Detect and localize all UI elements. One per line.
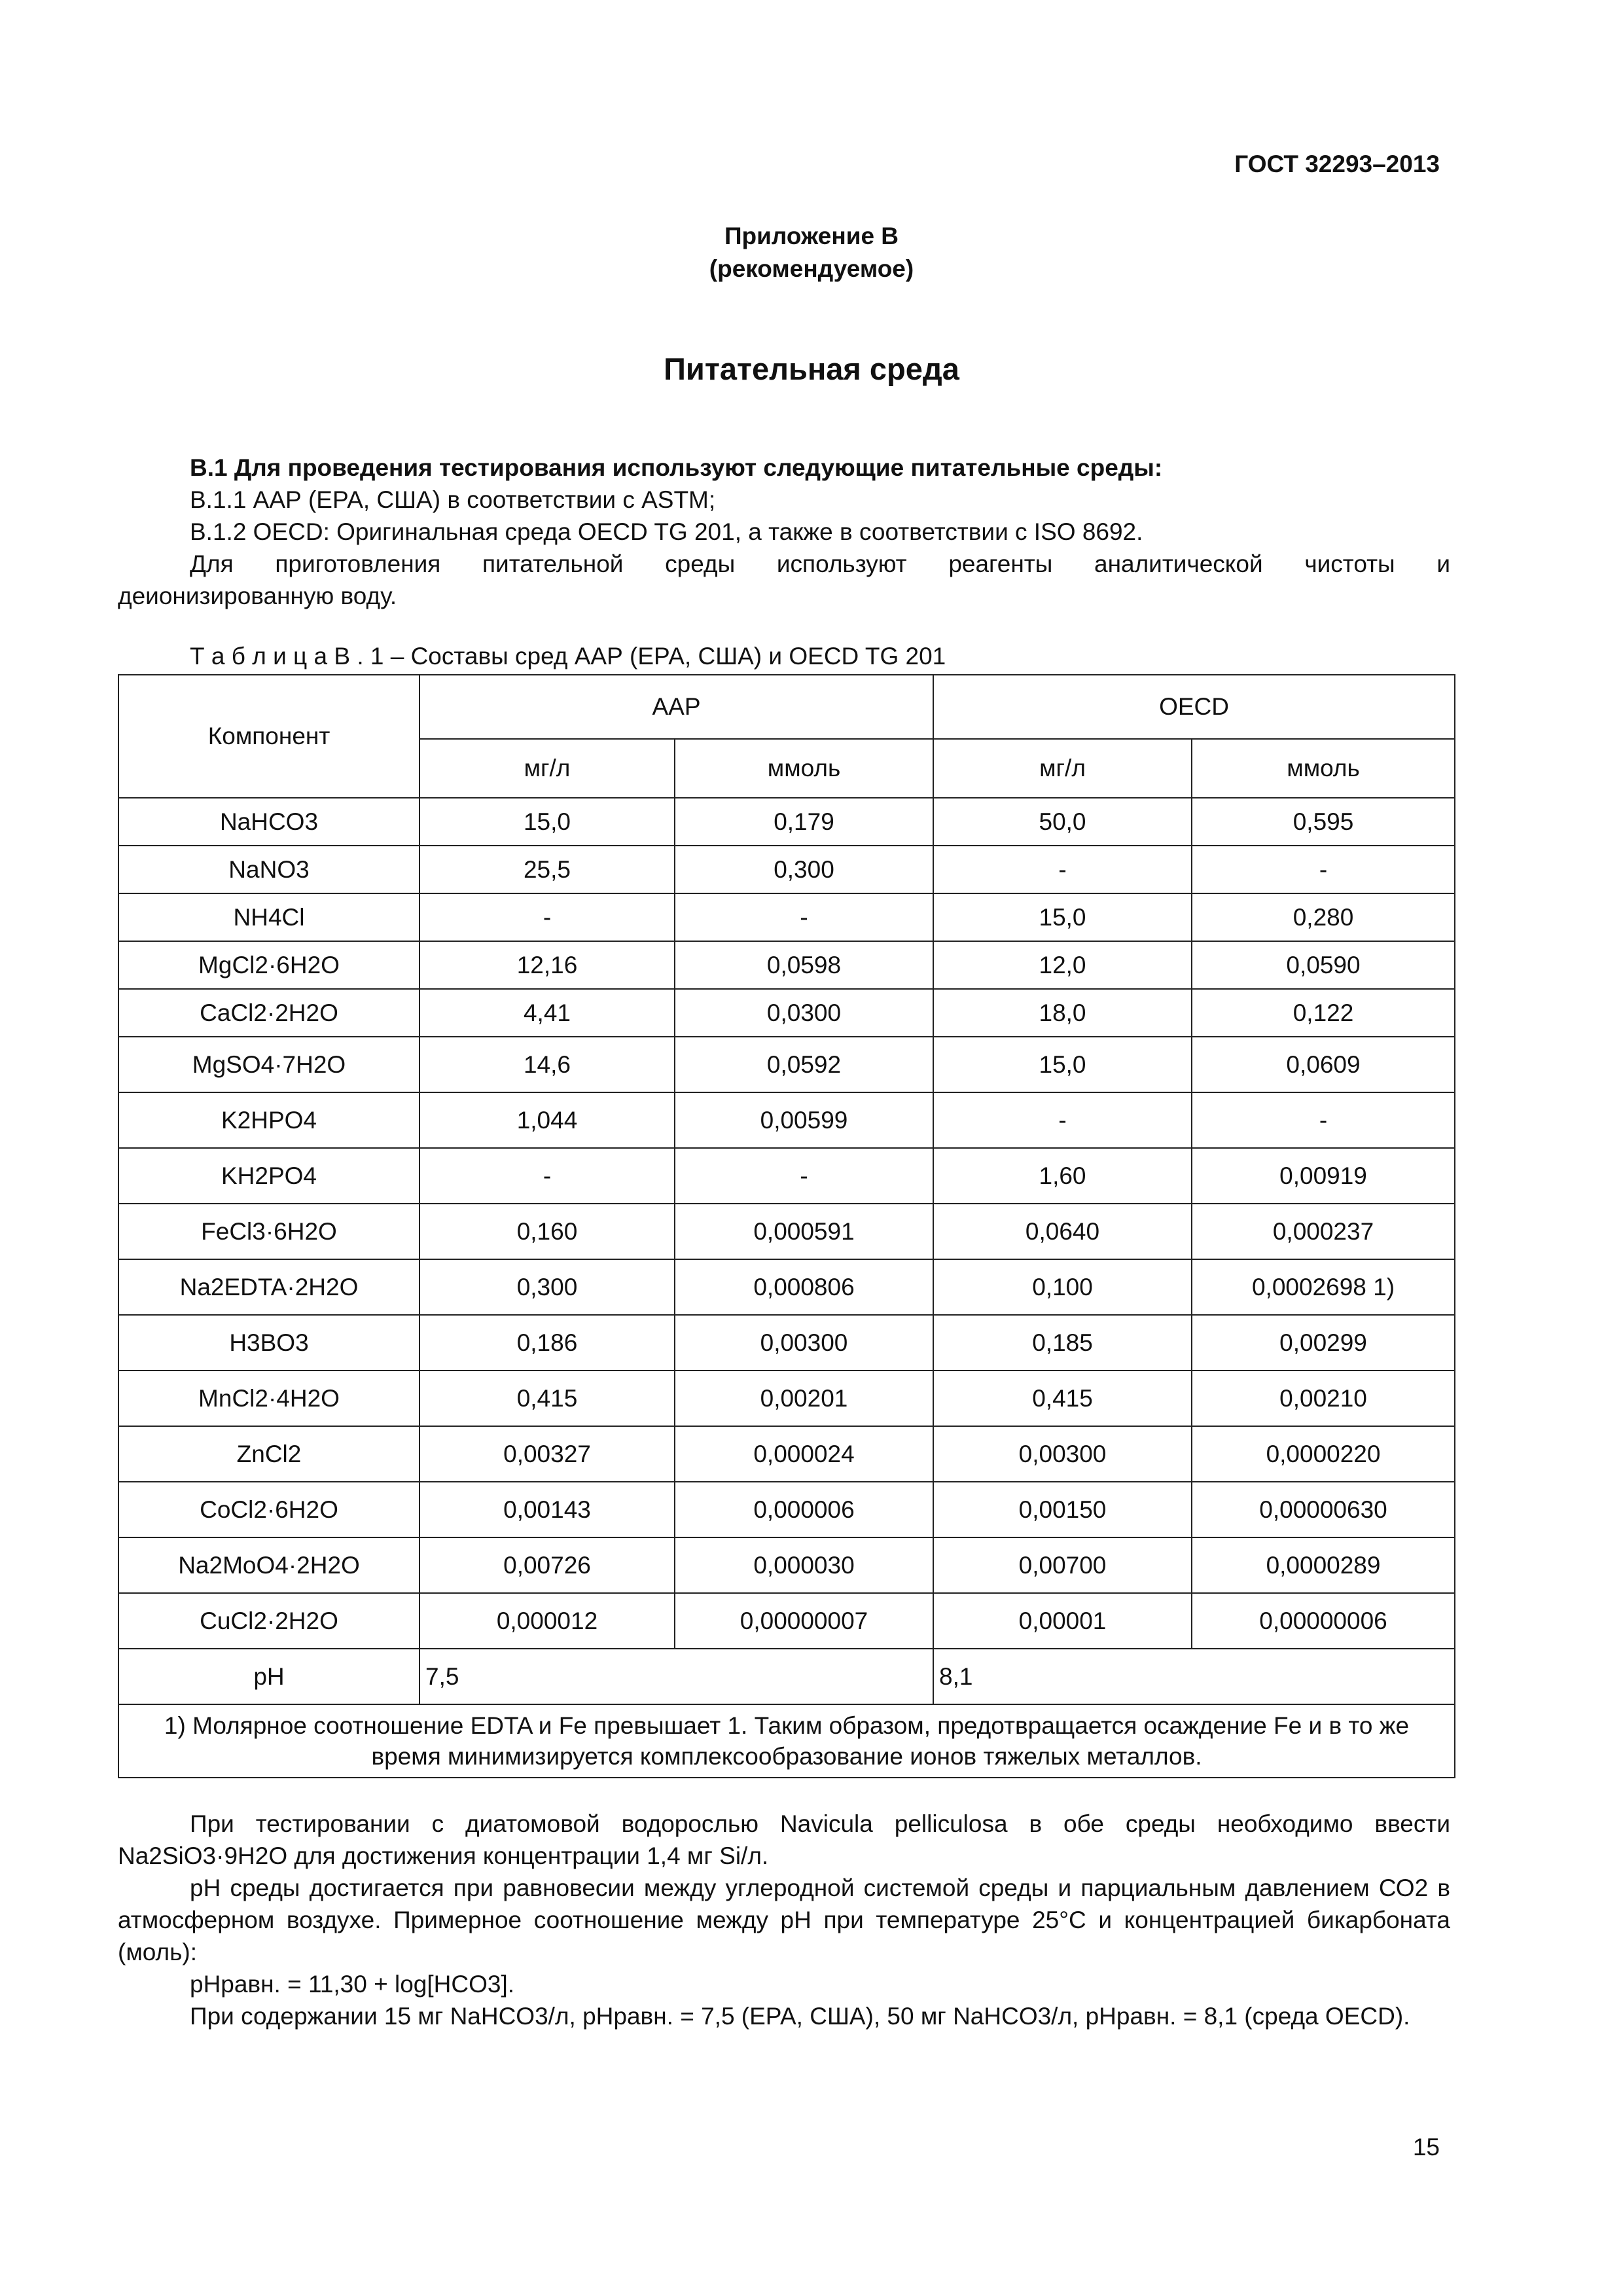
document-code: ГОСТ 32293–2013 (1234, 151, 1440, 177)
table-cell-a2: 0,179 (675, 798, 933, 846)
unit-oecd-mmol: ммоль (1192, 739, 1455, 798)
table-cell-a2: 0,0592 (675, 1037, 933, 1092)
table-cell-o1: 0,00700 (933, 1537, 1192, 1593)
table-cell-o1: 18,0 (933, 989, 1192, 1037)
table-cell-a2: 0,000030 (675, 1537, 933, 1593)
unit-aap-mmol: ммоль (675, 739, 933, 798)
table-cell-o2: 0,00919 (1192, 1148, 1455, 1204)
section-item-1: В.1.1 ААР (ЕРА, США) в соответствии с ASTM; (190, 486, 716, 513)
section-item-2: В.1.2 OECD: Оригинальная среда OECD TG 201, а также в соответствии с ISO 8692. (190, 518, 1143, 545)
table-cell-c: MgSO4·7H2O (118, 1037, 419, 1092)
table-row (118, 1426, 1455, 1482)
ph-formula: pHравн. = 11,30 + log[HCO3]. (190, 1971, 515, 1998)
unit-aap-mg: мг/л (419, 739, 675, 798)
table-cell-o2: 0,595 (1192, 798, 1455, 846)
table-cell-c: MgCl2·6H2O (118, 941, 419, 989)
table-cell-a1: 0,00143 (419, 1482, 675, 1537)
table-cell-a2: 0,0598 (675, 941, 933, 989)
table-cell-a1: 4,41 (419, 989, 675, 1037)
table-cell-o1: 0,00300 (933, 1426, 1192, 1482)
paragraph-content: При содержании 15 мг NaHCO3/л, pHравн. = 7,5 (ЕРА, США), 50 мг NaHCO3/л, pHравн. = 8,1 (среда OECD). (190, 2003, 1410, 2030)
table-cell-o2: 0,00299 (1192, 1315, 1455, 1371)
table-cell-o2: 0,0002698 1) (1192, 1259, 1455, 1315)
table-cell-c: MnCl2·4H2O (118, 1371, 419, 1426)
table-row (118, 798, 1455, 846)
table-footnote-row (118, 1704, 1455, 1778)
section-note-line-2: деионизированную воду. (118, 583, 397, 609)
table-cell-c: CoCl2·6H2O (118, 1482, 419, 1537)
composition-table (118, 674, 1455, 1778)
appendix-status: (рекомендуемое) (709, 255, 914, 282)
table-cell-a2: 0,300 (675, 846, 933, 893)
table-cell-a2: - (675, 893, 933, 941)
table-row (118, 1482, 1455, 1537)
paragraph-diatom: При тестировании с диатомовой водорослью Navicula pelliculosa в обе среды необходимо ввести Na2SiO3·9H2O для достижения концентрации 1,4 мг Si/л. (118, 1810, 1450, 1869)
table-row (118, 941, 1455, 989)
table-cell-a1: 0,300 (419, 1259, 675, 1315)
table-cell-a2: 0,00599 (675, 1092, 933, 1148)
table-cell-o2: 0,122 (1192, 989, 1455, 1037)
table-cell-a2: 0,000006 (675, 1482, 933, 1537)
table-cell-a1: 25,5 (419, 846, 675, 893)
ph-oecd: 8,1 (933, 1649, 1455, 1704)
table-cell-o2: 0,0000220 (1192, 1426, 1455, 1482)
table-cell-o2: 0,00000630 (1192, 1482, 1455, 1537)
table-row (118, 1371, 1455, 1426)
ph-aap: 7,5 (419, 1649, 933, 1704)
table-cell-c: H3BO3 (118, 1315, 419, 1371)
table-cell-a1: 0,186 (419, 1315, 675, 1371)
table-caption (118, 640, 1450, 672)
table-row (118, 1259, 1455, 1315)
table-cell-c: Na2EDTA·2H2O (118, 1259, 419, 1315)
table-cell-a2: 0,00300 (675, 1315, 933, 1371)
table-cell-a2: - (675, 1148, 933, 1204)
table-cell-c: CuCl2·2H2O (118, 1593, 419, 1649)
table-cell-a1: 0,00327 (419, 1426, 675, 1482)
table-cell-o1: 15,0 (933, 893, 1192, 941)
table-cell-c: CaCl2·2H2O (118, 989, 419, 1037)
table-cell-c: FeCl3·6H2O (118, 1204, 419, 1259)
table-cell-o2: 0,280 (1192, 893, 1455, 941)
appendix-label: Приложение В (724, 223, 899, 249)
table-header-row (118, 675, 1455, 739)
table-cell-a1: 0,415 (419, 1371, 675, 1426)
table-cell-c: ZnCl2 (118, 1426, 419, 1482)
table-row (118, 1315, 1455, 1371)
table-cell-a1: 1,044 (419, 1092, 675, 1148)
table-row (118, 1037, 1455, 1092)
table-cell-o2: 0,0609 (1192, 1037, 1455, 1092)
table-cell-c: NaHCO3 (118, 798, 419, 846)
table-cell-a2: 0,00201 (675, 1371, 933, 1426)
table-cell-o1: - (933, 846, 1192, 893)
page-title: Питательная среда (664, 351, 959, 386)
ph-label: pH (118, 1649, 419, 1704)
table-cell-o1: 15,0 (933, 1037, 1192, 1092)
table-cell-a1: 0,00726 (419, 1537, 675, 1593)
table-cell-o1: 12,0 (933, 941, 1192, 989)
table-row (118, 846, 1455, 893)
table-cell-o1: 0,00150 (933, 1482, 1192, 1537)
table-row (118, 1204, 1455, 1259)
table-cell-a2: 0,00000007 (675, 1593, 933, 1649)
table-cell-a1: 15,0 (419, 798, 675, 846)
table-cell-a2: 0,000591 (675, 1204, 933, 1259)
table-cell-a1: 0,000012 (419, 1593, 675, 1649)
table-cell-o1: 0,185 (933, 1315, 1192, 1371)
table-cell-a1: 0,160 (419, 1204, 675, 1259)
table-row (118, 1593, 1455, 1649)
table-cell-c: Na2MoO4·2H2O (118, 1537, 419, 1593)
table-cell-a1: - (419, 893, 675, 941)
header-oecd: OECD (933, 675, 1455, 739)
table-cell-a2: 0,0300 (675, 989, 933, 1037)
table-body (118, 798, 1455, 1649)
table-cell-o1: 0,415 (933, 1371, 1192, 1426)
table-cell-c: NH4Cl (118, 893, 419, 941)
table-cell-o2: 0,00210 (1192, 1371, 1455, 1426)
table-cell-c: KH2PO4 (118, 1148, 419, 1204)
table-cell-a1: - (419, 1148, 675, 1204)
table-row (118, 1092, 1455, 1148)
table-caption-label: Т а б л и ц а В . 1 (190, 643, 384, 670)
page-number: 15 (1412, 2134, 1440, 2161)
table-cell-a2: 0,000806 (675, 1259, 933, 1315)
unit-oecd-mg: мг/л (933, 739, 1192, 798)
table-cell-o1: 0,00001 (933, 1593, 1192, 1649)
table-cell-o1: 0,100 (933, 1259, 1192, 1315)
header-aap: ААР (419, 675, 933, 739)
table-cell-o1: 0,0640 (933, 1204, 1192, 1259)
table-row (118, 893, 1455, 941)
section-note-line-1: Для приготовления питательной среды используют реагенты аналитической чистоты и (190, 550, 1450, 577)
section-heading: В.1 Для проведения тестирования используют следующие питательные среды: (190, 454, 1163, 481)
table-row (118, 1537, 1455, 1593)
paragraph-ph: pH среды достигается при равновесии между углеродной системой среды и парциальным давлением СО2 в атмосферном воздухе. Примерное соотношение между pH при температуре 25°С и концентрацией бикарбоната (моль): (118, 1874, 1450, 1965)
table-caption-text: – Составы сред ААР (ЕРА, США) и OECD TG 201 (383, 643, 946, 670)
table-cell-a2: 0,000024 (675, 1426, 933, 1482)
table-cell-o2: - (1192, 1092, 1455, 1148)
table-cell-o2: 0,000237 (1192, 1204, 1455, 1259)
table-cell-o2: 0,0590 (1192, 941, 1455, 989)
header-component: Компонент (118, 675, 419, 798)
table-cell-c: NaNO3 (118, 846, 419, 893)
table-cell-o2: 0,0000289 (1192, 1537, 1455, 1593)
table-row (118, 989, 1455, 1037)
table-cell-o2: 0,00000006 (1192, 1593, 1455, 1649)
table-cell-o1: 1,60 (933, 1148, 1192, 1204)
table-cell-a1: 12,16 (419, 941, 675, 989)
table-cell-a1: 14,6 (419, 1037, 675, 1092)
table-cell-o1: - (933, 1092, 1192, 1148)
table-cell-c: K2HPO4 (118, 1092, 419, 1148)
table-cell-o2: - (1192, 846, 1455, 893)
table-footnote: 1) Молярное соотношение EDTA и Fe превышает 1. Таким образом, предотвращается осаждение Fe и в то же время минимизируется комплексообразование ионов тяжелых металлов. (118, 1704, 1455, 1778)
table-row-ph (118, 1649, 1455, 1704)
table-row (118, 1148, 1455, 1204)
table-cell-o1: 50,0 (933, 798, 1192, 846)
